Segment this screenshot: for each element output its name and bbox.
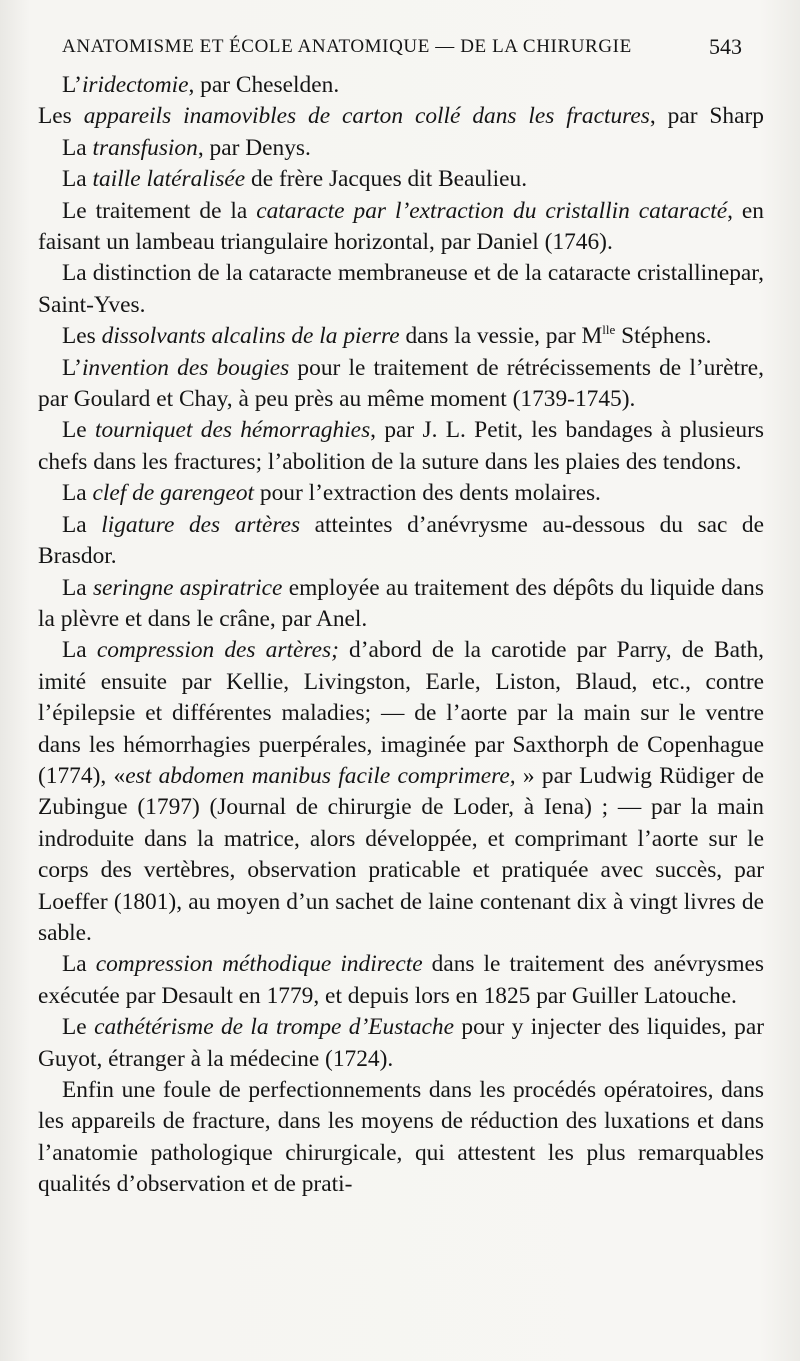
text-run: lle xyxy=(602,322,616,338)
italic-run: tourniquet des hémorraghies xyxy=(94,417,371,444)
paragraph xyxy=(38,478,764,509)
paragraph xyxy=(38,353,764,416)
italic-run: appareils inamovibles de carton collé dans les fractures xyxy=(83,103,650,130)
text-run: d’abord de la carotide par Parry, de Bath, imité ensuite par Kellie, Livingston, Earle, Liston, Blaud, etc., contre l’épilepsie et différentes maladies; — de l’aorte par la main sur le ventre dans les hémorrhagies puerpérales, imaginée par Saxthorph de Copenhague (1774), « xyxy=(38,637,764,789)
paragraph xyxy=(38,635,764,949)
italic-run: compression des artères; xyxy=(96,637,339,664)
text-run: La xyxy=(62,574,93,601)
text-run: , par J. L. Petit, les bandages à plusieurs chefs dans les fractures; l’abolition de la suture dans les plaies des tendons. xyxy=(38,417,764,475)
text-run: » par Ludwig Rüdiger de Zubingue (1797) (Journal de chirurgie de Loder, à Iena) ; — par la main indroduite dans la matrice, alors développée, et comprimant l’aorte sur le corps des vertèbres, observation praticable et pratiquée avec succès, par Loeffer (1801), au moyen d’un sachet de laine contenant dix à vingt livres de sable. xyxy=(38,762,764,946)
text-run: La xyxy=(62,134,93,161)
italic-run: ligature des artères xyxy=(101,511,301,538)
paragraph xyxy=(38,70,764,101)
running-header xyxy=(62,30,742,64)
italic-run: clef de garengeot xyxy=(92,480,255,507)
italic-run: seringne aspiratrice xyxy=(92,574,283,601)
paragraph xyxy=(38,949,764,1012)
text-run: Les xyxy=(62,323,102,350)
text-run: Enfin une foule de perfectionnements dans les procédés opératoires, dans les appareils de fracture, dans les moyens de réduction des luxations et dans l’anatomie pathologique chirurgicale, qui attestent les plus remarquables qualités d’observation et de prati- xyxy=(38,1077,764,1198)
paragraph xyxy=(38,133,764,164)
text-run: L’ xyxy=(62,354,82,381)
text-run: Le xyxy=(62,417,95,444)
paragraph xyxy=(38,1075,764,1201)
running-title: ANATOMISME ET ÉCOLE ANATOMIQUE — DE LA CHIRURGIE xyxy=(62,36,632,57)
text-run: , en faisant un lambeau triangulaire horizontal, par Daniel (1746). xyxy=(38,197,764,256)
italic-run: est abdomen manibus facile comprimere, xyxy=(125,762,516,789)
page-number: 543 xyxy=(709,34,742,59)
paragraph xyxy=(38,1012,764,1075)
paragraph xyxy=(38,258,764,321)
text-run: Les xyxy=(38,103,84,130)
text-run: pour l’extraction des dents molaires. xyxy=(254,480,601,507)
text-run: pour y injecter des liquides, par Guyot, étranger à la médecine (1724). xyxy=(38,1014,764,1072)
italic-run: iridectomie xyxy=(81,72,189,98)
paragraph xyxy=(38,415,764,478)
italic-run: cataracte par l’extraction du cristallin cataracté xyxy=(256,197,728,224)
text-run: La distinction de la cataracte membraneuse et de la cataracte cristallinepar, Saint-Yves. xyxy=(38,260,764,318)
text-run: dans le traitement des anévrysmes exécutée par Desault en 1779, et depuis lors en 1825 par Guiller Latouche. xyxy=(38,951,764,1009)
text-run: atteintes d’anévrysme au-dessous du sac de Brasdor. xyxy=(38,511,764,570)
text-run: dans la vessie, par M xyxy=(399,323,603,350)
text-run: Le xyxy=(62,1014,95,1041)
body-text xyxy=(38,70,764,1201)
paragraph xyxy=(38,510,764,573)
paragraph xyxy=(38,101,764,132)
text-run: , par Sharp xyxy=(649,103,764,130)
paragraph xyxy=(38,321,764,352)
paragraph xyxy=(38,164,764,195)
text-run: pour le traitement de rétrécissements de l’urètre, par Goulard et Chay, à peu près au même moment (1739-1745). xyxy=(38,354,764,413)
italic-run: cathétérisme de la trompe d’Eustache xyxy=(94,1014,455,1041)
paragraph xyxy=(38,573,764,636)
text-run: L’ xyxy=(62,72,82,98)
italic-run: transfusion xyxy=(92,134,198,161)
text-run: de frère Jacques dit Beaulieu. xyxy=(245,166,528,193)
text-run: La xyxy=(62,166,93,193)
italic-run: taille latéralisée xyxy=(92,166,246,193)
italic-run: dissolvants alcalins de la pierre xyxy=(101,323,400,350)
text-run: employée au traitement des dépôts du liquide dans la plèvre et dans le crâne, par Anel. xyxy=(38,574,764,632)
italic-run: invention des bougies xyxy=(81,354,290,381)
text-run: La xyxy=(62,951,96,978)
text-run: La xyxy=(62,637,97,664)
paragraph xyxy=(38,196,764,259)
text-run: Le traitement de la xyxy=(62,197,257,224)
text-run: , par Denys. xyxy=(197,134,311,161)
text-run: , par Cheselden. xyxy=(188,72,340,98)
italic-run: compression méthodique indirecte xyxy=(95,951,423,978)
text-run: La xyxy=(62,511,102,538)
text-run: Stéphens. xyxy=(615,323,712,350)
text-run: La xyxy=(62,480,93,507)
